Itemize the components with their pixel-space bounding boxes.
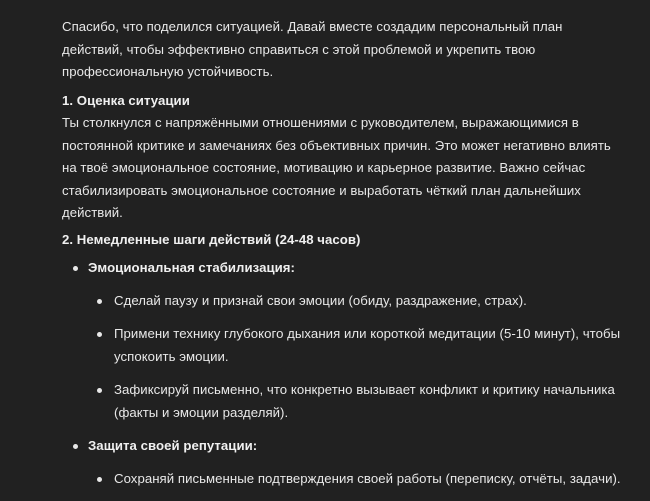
section-heading-immediate-steps: 2. Немедленные шаги действий (24-48 часов)	[62, 231, 361, 247]
section-heading-assessment: 1. Оценка ситуации	[62, 92, 190, 108]
bullet-icon	[97, 388, 102, 393]
intro-paragraph: Спасибо, что поделился ситуацией. Давай вместе создадим персональный план действий, чтобы эффективно справиться с этой проблемой и укрепить твою профессиональную устойчивость.	[62, 19, 563, 79]
bullet-icon	[73, 266, 78, 271]
list-item-text: Примени технику глубокого дыхания или короткой медитации (5-10 минут), чтобы успокоить эмоции.	[114, 326, 621, 364]
list-item	[88, 290, 622, 313]
section-body-assessment: Ты столкнулся с напряжёнными отношениями с руководителем, выражающимися в постоянной критике и замечаниях без объективных причин. Это может негативно влиять на твоё эмоциональное состояние, мотивацию и карьерное развитие. Важно сейчас стабилизировать эмоциональное состояние и выработать чёткий план дальнейших действий.	[62, 115, 611, 220]
bullet-icon	[97, 332, 102, 337]
bullet-icon	[97, 477, 102, 482]
list-item	[88, 468, 622, 491]
bullet-icon	[73, 444, 78, 449]
list-item	[88, 323, 622, 368]
bullet-icon	[97, 299, 102, 304]
list-item	[62, 257, 622, 424]
list-item-text: Сделай паузу и признай свои эмоции (обиду, раздражение, страх).	[114, 292, 527, 308]
list-item	[62, 435, 622, 490]
sub-list	[88, 468, 622, 491]
list-item-text: Сохраняй письменные подтверждения своей работы (переписку, отчёты, задачи).	[114, 470, 621, 486]
list-item-text: Зафиксируй письменно, что конкретно вызывает конфликт и критику начальника (факты и эмоции разделяй).	[114, 382, 615, 420]
list-item	[88, 379, 622, 424]
steps-list	[62, 257, 622, 490]
assistant-message	[62, 16, 622, 501]
group-title-emotional: Эмоциональная стабилизация:	[88, 260, 295, 275]
sub-list	[88, 290, 622, 425]
group-title-reputation: Защита своей репутации:	[88, 438, 258, 453]
